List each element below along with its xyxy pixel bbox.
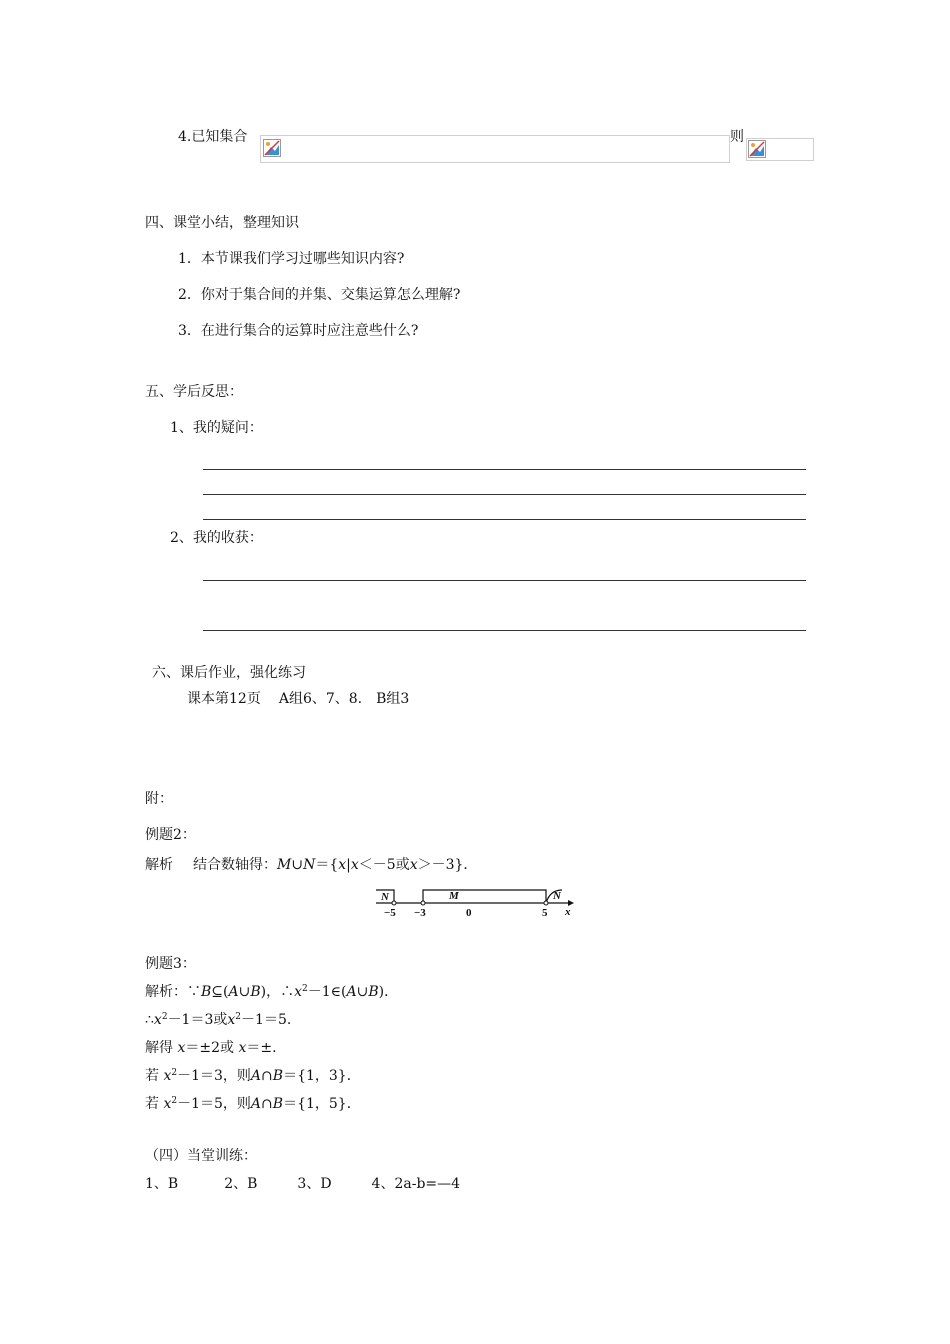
number-line-label: M [449,890,459,902]
answer-line [203,630,806,631]
answer-item: 2、B [224,1176,258,1192]
m-bracket [423,890,546,903]
gain-label: 2、我的收获： [170,530,263,546]
tick-label: −3 [414,907,426,919]
answer-item: 1、B [145,1176,179,1192]
example-3-line: 若 $x^2-1=3$，则A∩B＝{1，3}． [145,1068,361,1084]
axis-label: x [565,906,571,918]
example-3-line: $\therefore x^2-1=3$或$x^2-1=5$. [145,1012,292,1028]
section-5-title: 五、学后反思： [145,384,243,400]
example-3-line: 解析：∵B⊆(A∪B)，$\therefore x^2-1\in(A\cup B)$． [145,984,399,1000]
number-line-label: N [381,891,389,903]
section-4-item: 3．在进行集合的运算时应注意些什么? [178,323,419,339]
section-6-title: 六、课后作业，强化练习 [152,665,306,681]
example-3-title: 例题3： [145,956,196,972]
tick-label: −5 [384,907,396,919]
doubt-label: 1、我的疑问： [170,420,263,436]
question-4-prefix: 4.已知集合 [178,129,248,145]
open-point-5 [544,901,548,905]
answer-line [203,519,806,520]
section-4-item: 2．你对于集合间的并集、交集运算怎么理解? [178,287,461,303]
answer-item: 4、2a-b=—4 [371,1176,461,1192]
appendix-title: 附： [145,791,173,807]
answer-line [203,469,806,470]
number-line-figure [372,884,578,920]
question-4-suffix: 则 [730,129,744,145]
number-line-label: N [553,890,561,902]
open-point-minus3 [421,901,425,905]
broken-image-icon [748,140,766,158]
tick-label: 5 [542,907,548,919]
answer-image-placeholder [746,138,814,161]
example-3-line: 若 $x^2-1=5$，则A∩B＝{1，5}． [145,1096,361,1112]
homework-line [187,690,409,708]
answer-key [145,1175,460,1193]
answer-line [203,580,806,581]
example-3-line: 解得 x＝±2或 x＝±. [145,1040,277,1056]
homework-page: 课本第12页 [187,691,261,707]
broken-image-icon [263,139,281,157]
homework-group-a: A组6、7、8. [278,691,363,707]
tick-label: 0 [466,907,472,919]
section-4-item: 1．本节课我们学习过哪些知识内容? [178,251,405,267]
formula-image-placeholder [260,135,730,163]
example-2-solution: 解析 结合数轴得：M∪N＝{x|x＜－5或x＞－3}． [145,857,478,873]
answer-line [203,494,806,495]
training-title: （四）当堂训练： [145,1148,257,1164]
section-4-title: 四、课堂小结，整理知识 [145,215,299,231]
answer-item: 3、D [297,1176,332,1192]
homework-group-b: B组3 [376,691,410,707]
open-point-minus5 [392,901,396,905]
example-2-title: 例题2： [145,827,196,843]
